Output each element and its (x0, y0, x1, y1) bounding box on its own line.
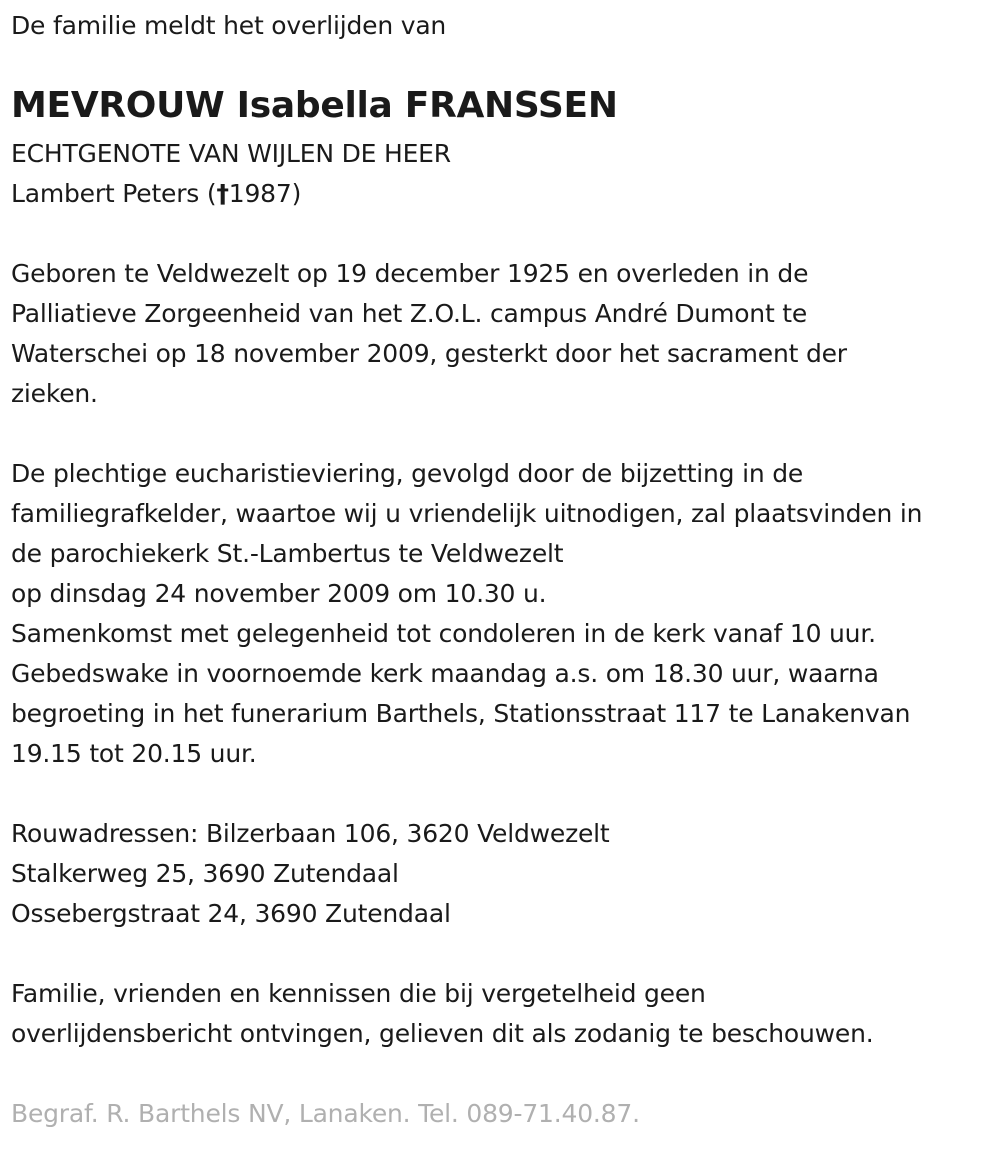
funeral-home-footer: Begraf. R. Barthels NV, Lanaken. Tel. 089-71.40.87. (11, 1099, 640, 1128)
paragraph-line: Palliatieve Zorgeenheid van het Z.O.L. campus André Dumont te (11, 299, 808, 328)
spouse-line (11, 174, 451, 214)
paragraph-line: Waterschei op 18 november 2009, gesterkt door het sacrament der (11, 339, 847, 368)
relation-text: ECHTGENOTE VAN WIJLEN DE HEER (11, 139, 451, 168)
paragraph-line: begroeting in het funerarium Barthels, Stationsstraat 117 te Lanakenvan (11, 699, 911, 728)
paragraph-line: zieken. (11, 379, 98, 408)
paragraph-line: op dinsdag 24 november 2009 om 10.30 u. (11, 579, 547, 608)
address-line: Stalkerweg 25, 3690 Zutendaal (11, 859, 399, 888)
relation-block (11, 134, 451, 214)
intro-text: De familie meldt het overlijden van (11, 11, 447, 40)
paragraph-line: De plechtige eucharistieviering, gevolgd door de bijzetting in de (11, 459, 804, 488)
ceremony-paragraph (11, 454, 922, 774)
paragraph-line: Samenkomst met gelegenheid tot condoleren in de kerk vanaf 10 uur. (11, 619, 876, 648)
spouse-year: 1987) (228, 179, 302, 208)
paragraph-line: familiegrafkelder, waartoe wij u vriendelijk uitnodigen, zal plaatsvinden in (11, 499, 923, 528)
paragraph-line: overlijdensbericht ontvingen, gelieven dit als zodanig te beschouwen. (11, 1019, 874, 1048)
addresses-block (11, 814, 610, 934)
deceased-name: MEVROUW Isabella FRANSSEN (11, 85, 618, 126)
paragraph-line: Geboren te Veldwezelt op 19 december 1925 en overleden in de (11, 259, 809, 288)
birth-death-paragraph (11, 254, 847, 414)
paragraph-line: Familie, vrienden en kennissen die bij vergetelheid geen (11, 979, 706, 1008)
paragraph-line: Gebedswake in voornoemde kerk maandag a.s. om 18.30 uur, waarna (11, 659, 879, 688)
address-line: Rouwadressen: Bilzerbaan 106, 3620 Veldwezelt (11, 819, 610, 848)
paragraph-line: 19.15 tot 20.15 uur. (11, 739, 257, 768)
spouse-name: Lambert Peters ( (11, 179, 217, 208)
cross-icon: † (216, 179, 229, 208)
notice-paragraph (11, 974, 874, 1054)
paragraph-line: de parochiekerk St.-Lambertus te Veldwezelt (11, 539, 564, 568)
address-line: Ossebergstraat 24, 3690 Zutendaal (11, 899, 451, 928)
